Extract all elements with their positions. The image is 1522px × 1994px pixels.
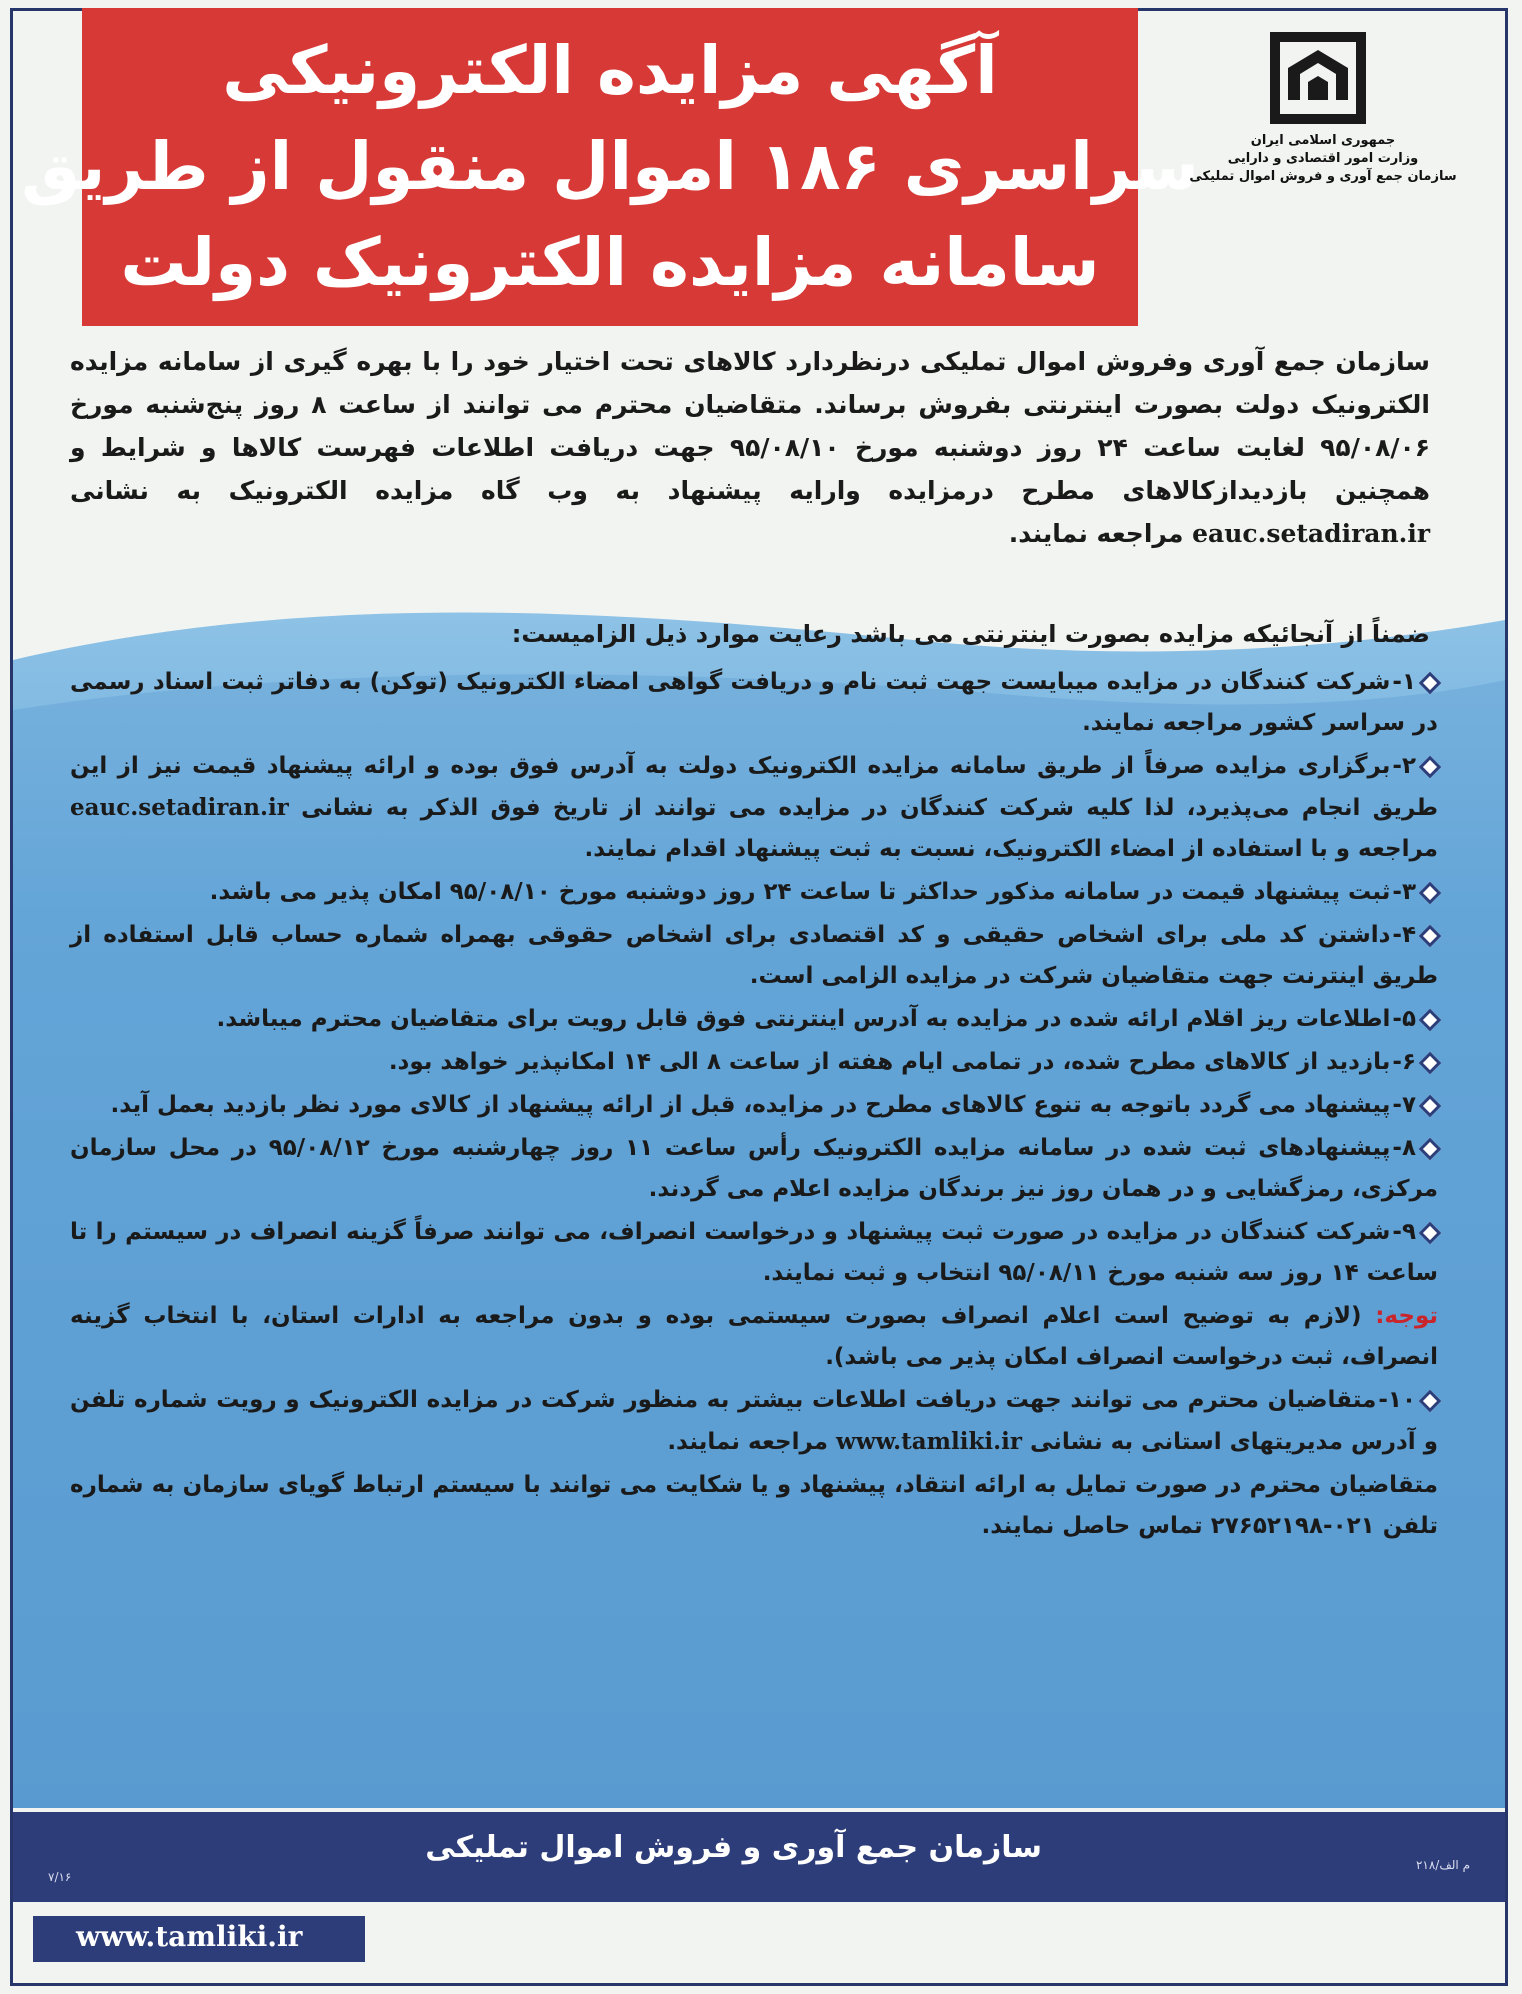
requirements-heading: ضمناً از آنجائیکه مزایده بصورت اینترنتی می باشد رعایت موارد ذیل الزامیست: [511, 620, 1430, 648]
list-item: ۷-پیشنهاد می گردد باتوجه به تنوع کالاهای مطرح در مزایده، قبل از ارائه پیشنهاد از کالای مورد نظر بازدید بعمل آید. [70, 1085, 1438, 1126]
list-item: ۳-ثبت پیشنهاد قیمت در سامانه مذکور حداکثر تا ساعت ۲۴ روز دوشنبه مورخ ۹۵/۰۸/۱۰ امکان پذیر می باشد. [70, 872, 1438, 913]
list-item: ۱-شرکت کنندگان در مزایده میبایست جهت ثبت نام و دریافت گواهی امضاء الکترونیک (توکن) به دفاتر ثبت اسناد رسمی در سراسر کشور مراجعه نمایند. [70, 662, 1438, 744]
intro-text: سازمان جمع آوری وفروش اموال تملیکی درنظردارد کالاهای تحت اختیار خود را با بهره گیری از سامانه مزایده الکترونیک دولت بصورت اینترنتی بفروش برساند. متقاضیان محترم می توانند از ساعت ۸ روز پنج‌شنبه مورخ ۹۵/۰۸/۰۶ لغایت ساعت ۲۴ روز دوشنبه مورخ ۹۵/۰۸/۱۰ جهت دریافت اطلاعات فهرست کالاها و شرایط و همچنین بازدیدازکالاهای مطرح درمزایده وارایه پیشنهاد به وب گاه مزایده الکترونیک به نشانی [70, 347, 1430, 505]
title-line-3: سامانه مزایده الکترونیک دولت [120, 224, 1100, 301]
note-label: توجه: [1375, 1303, 1438, 1329]
footer-organization-name: سازمان جمع آوری و فروش اموال تملیکی [425, 1830, 1042, 1865]
diamond-bullet-icon [1419, 1094, 1442, 1117]
diamond-bullet-icon [1419, 755, 1442, 778]
diamond-bullet-icon [1419, 1137, 1442, 1160]
note-text: (لازم به توضیح است اعلام انصراف بصورت سیستمی بوده و بدون مراجعه به ادارات استان، با انتخاب گزینه انصراف، ثبت درخواست انصراف امکان پذیر می باشد). [70, 1303, 1438, 1370]
footer-website-link[interactable]: www.tamliki.ir [76, 1920, 303, 1953]
list-item: ۲-برگزاری مزایده صرفاً از طریق سامانه مزایده الکترونیک دولت به آدرس فوق بوده و ارائه پیشنهاد قیمت نیز از این طریق انجام می‌پذیرد، لذا کلیه شرکت کنندگان در مزایده می توانند از تاریخ فوق الذکر به نشانی eauc.setadiran.ir مراجعه و با استفاده از امضاء الکترونیک، نسبت به ثبت پیشنهاد اقدام نمایند. [70, 746, 1438, 870]
diamond-bullet-icon [1419, 924, 1442, 947]
logo-caption [1168, 132, 1478, 186]
title-line-1: آگهی مزایده الکترونیکی [222, 32, 998, 109]
list-item: ۹-شرکت کنندگان در مزایده در صورت ثبت پیشنهاد و درخواست انصراف، می توانند صرفاً گزینه انصراف در سیستم را تا ساعت ۱۴ روز سه شنبه مورخ ۹۵/۰۸/۱۱ انتخاب و ثبت نمایند. [70, 1212, 1438, 1294]
logo-line-3: سازمان جمع آوری و فروش اموال تملیکی [1189, 169, 1457, 184]
tamliki-link[interactable]: www.tamliki.ir [836, 1428, 1022, 1455]
list-item: ۱۰-متقاضیان محترم می توانند جهت دریافت اطلاعات بیشتر به منظور شرکت در مزایده الکترونیک و رویت شماره تلفن و آدرس مدیریتهای استانی به نشانی www.tamliki.ir مراجعه نمایند. [70, 1380, 1438, 1463]
requirements-list [70, 662, 1438, 1549]
list-item: ۵-اطلاعات ریز اقلام ارائه شده در مزایده به آدرس اینترنتی فوق قابل رویت برای متقاضیان محترم میباشد. [70, 999, 1438, 1040]
intro-tail: مراجعه نمایند. [1008, 519, 1184, 548]
intro-paragraph [70, 340, 1430, 555]
title-banner [21, 8, 1199, 326]
government-emblem-icon [1268, 30, 1368, 126]
ministry-logo-block [1168, 30, 1478, 210]
diamond-bullet-icon [1419, 1389, 1442, 1412]
diamond-bullet-icon [1419, 1051, 1442, 1074]
logo-line-2: وزارت امور اقتصادی و دارایی [1227, 151, 1419, 166]
footer-ad-code: م الف/۲۱۸ [1415, 1858, 1470, 1872]
list-item: ۸-پیشنهادهای ثبت شده در سامانه مزایده الکترونیک رأس ساعت ۱۱ روز چهارشنبه مورخ ۹۵/۰۸/۱۲ در محل سازمان مرکزی، رمزگشایی و در همان روز نیز برندگان مزایده اعلام می گردند. [70, 1128, 1438, 1210]
closing-paragraph: متقاضیان محترم در صورت تمایل به ارائه انتقاد، پیشنهاد و یا شکایت می توانند با سیستم ارتباط گویای سازمان به شماره تلفن ۰۲۱-۲۷۶۵۲۱۹۸ تماس حاصل نمایند. [70, 1472, 1438, 1539]
diamond-bullet-icon [1419, 1221, 1442, 1244]
diamond-bullet-icon [1419, 881, 1442, 904]
intro-auction-link[interactable]: eauc.setadiran.ir [1192, 519, 1430, 548]
item-auction-link[interactable]: eauc.setadiran.ir [70, 794, 289, 821]
logo-line-1: جمهوری اسلامی ایران [1250, 133, 1396, 148]
title-line-2: سراسری ۱۸۶ اموال منقول از طریق [21, 128, 1199, 205]
list-item: ۴-داشتن کد ملی برای اشخاص حقیقی و کد اقتصادی برای اشخاص حقوقی بهمراه شماره حساب قابل استفاده از طریق اینترنت جهت متقاضیان شرکت در مزایده الزامی است. [70, 915, 1438, 997]
footer-date: ۷/۱۶ [48, 1870, 72, 1884]
cancellation-note [70, 1296, 1438, 1378]
list-item: ۶-بازدید از کالاهای مطرح شده، در تمامی ایام هفته از ساعت ۸ الی ۱۴ امکانپذیر خواهد بود. [70, 1042, 1438, 1083]
diamond-bullet-icon [1419, 671, 1442, 694]
diamond-bullet-icon [1419, 1008, 1442, 1031]
